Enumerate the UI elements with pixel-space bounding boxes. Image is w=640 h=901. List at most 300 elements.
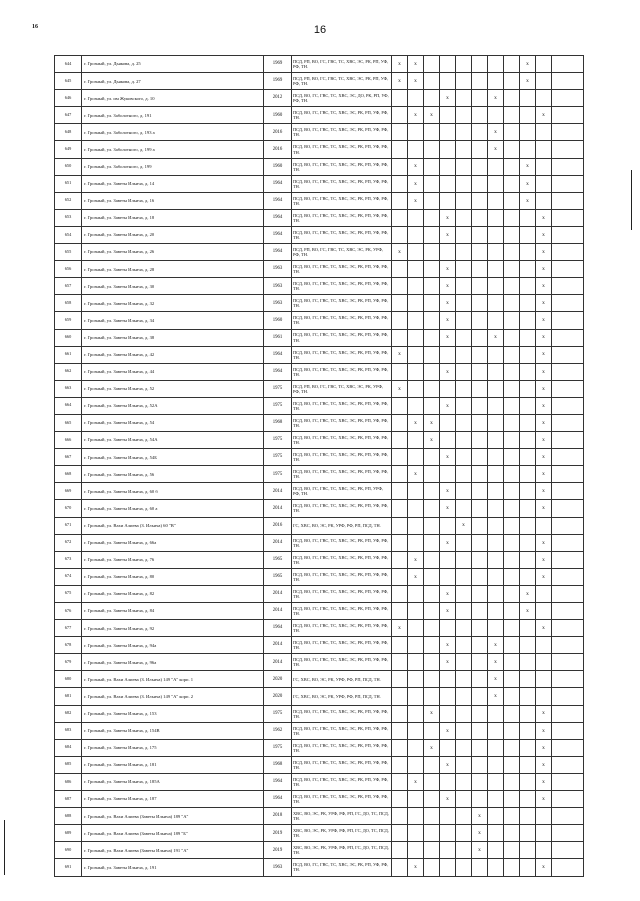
empty-cell [504,175,520,192]
empty-cell [504,808,520,825]
mark-cell: x [408,859,424,876]
row-number-cell: 657 [55,278,82,295]
empty-cell [392,278,408,295]
empty-cell [536,654,552,671]
mark-cell: x [520,175,536,192]
year-cell: 2014 [264,585,292,602]
empty-cell [552,466,584,483]
row-number-cell: 671 [55,517,82,534]
empty-cell [392,329,408,346]
empty-cell [424,192,440,209]
empty-cell [504,773,520,790]
empty-cell [440,141,456,158]
empty-cell [488,739,504,756]
year-cell: 1964 [264,244,292,261]
empty-cell [488,175,504,192]
empty-cell [424,209,440,226]
empty-cell [424,73,440,90]
empty-cell [504,585,520,602]
empty-cell [424,773,440,790]
empty-cell [520,107,536,124]
empty-cell [552,688,584,705]
empty-cell [472,73,488,90]
services-cell: ПСД, ВО, ГС, ГВС, ТС, ХВС, ЭС, РК, РП, УФ, РФ, ТН. [292,449,392,466]
empty-cell [440,859,456,876]
mark-cell: x [392,380,408,397]
table-row [55,192,584,209]
address-cell: г. Грозный, ул. Дьякова, д. 25 [82,56,264,73]
empty-cell [472,688,488,705]
empty-cell [472,90,488,107]
row-number-cell: 655 [55,244,82,261]
empty-cell [504,449,520,466]
address-cell: г. Грозный, ул. Заветы Ильича, д. 42 [82,346,264,363]
empty-cell [392,654,408,671]
year-cell: 1963 [264,859,292,876]
mark-cell: x [440,637,456,654]
empty-cell [456,705,472,722]
mark-cell: x [536,363,552,380]
mark-cell: x [488,329,504,346]
mark-cell: x [536,226,552,243]
year-cell: 1975 [264,739,292,756]
row-number-cell: 681 [55,688,82,705]
row-number-cell: 674 [55,568,82,585]
empty-cell [488,346,504,363]
services-cell: ПСД, ВО, ГС, ГВС, ТС, ХВС, ЭС, РК, РП, УФ, РФ, ТН. [292,141,392,158]
services-cell: ПСД, ВО, ГС, ГВС, ТС, ХВС, ЭС, РК, РП, УФ, РФ, ТН. [292,175,392,192]
empty-cell [504,671,520,688]
empty-cell [424,842,440,859]
empty-cell [520,312,536,329]
empty-cell [504,825,520,842]
empty-cell [408,756,424,773]
mark-cell: x [440,722,456,739]
mark-cell: x [472,825,488,842]
empty-cell [456,295,472,312]
year-cell: 2016 [264,141,292,158]
empty-cell [392,791,408,808]
year-cell: 2020 [264,688,292,705]
empty-cell [504,859,520,876]
mark-cell: x [440,791,456,808]
empty-cell [424,363,440,380]
mark-cell: x [392,244,408,261]
empty-cell [456,773,472,790]
empty-cell [424,808,440,825]
empty-cell [424,568,440,585]
services-cell: ПСД, ВО, ГС, ГВС, ТС, ХВС, ЭС, РК, РП, УФ, РФ, ТН. [292,192,392,209]
empty-cell [408,791,424,808]
services-cell: ПСД, ВО, ГС, ГВС, ТС, ХВС, ЭС, РК, РП, УФ, РФ, ТН. [292,773,392,790]
scan-edge-mark-right [631,170,632,230]
empty-cell [536,56,552,73]
empty-cell [392,825,408,842]
address-cell: г. Грозный, ул. Заветы Ильича, д. 38 [82,329,264,346]
empty-cell [504,192,520,209]
mark-cell: x [536,261,552,278]
empty-cell [472,414,488,431]
empty-cell [424,654,440,671]
table-row [55,620,584,637]
address-cell: г. Грозный, ул. Заветы Ильича, д. 92 [82,620,264,637]
year-cell: 1969 [264,56,292,73]
empty-cell [520,551,536,568]
empty-cell [440,517,456,534]
empty-cell [520,483,536,500]
address-cell: г. Грозный, ул. Заветы Ильича, д. 30 [82,278,264,295]
mark-cell: x [440,756,456,773]
mark-cell: x [536,739,552,756]
empty-cell [504,397,520,414]
empty-cell [456,107,472,124]
mark-cell: x [536,209,552,226]
empty-cell [392,517,408,534]
row-number-cell: 658 [55,295,82,312]
address-cell: г. Грозный, ул. Вахи Алиева (Заветы Ильича) 189 "А" [82,808,264,825]
mark-cell: x [536,620,552,637]
empty-cell [408,500,424,517]
empty-cell [552,278,584,295]
empty-cell [552,90,584,107]
address-cell: г. Грозный, ул. Заболотного, д. 199 [82,158,264,175]
empty-cell [456,671,472,688]
empty-cell [456,380,472,397]
empty-cell [552,346,584,363]
row-number-cell: 691 [55,859,82,876]
services-cell: ПСД, ВО, ГС, ГВС, ТС, ХВС, ЭС, РК, РП, УФ, РФ, ТН. [292,329,392,346]
year-cell: 2016 [264,124,292,141]
mark-cell: x [488,637,504,654]
table-row [55,637,584,654]
table-row [55,500,584,517]
empty-cell [424,124,440,141]
mark-cell: x [408,192,424,209]
services-cell: ПСД, ВО, ГС, ГВС, ТС, ХВС, ЭС, РК, РП, УРФ, РФ, ТН. [292,483,392,500]
table-row [55,756,584,773]
services-cell: ПСД, ВО, ГС, ГВС, ТС, ХВС, ЭС, РК, РП, УФ, РФ, ТН. [292,756,392,773]
services-cell: ПСД, ВО, ГС, ГВС, ТС, ХВС, ЭС, РК, РП, УФ, РФ, ТН. [292,568,392,585]
mark-cell: x [536,859,552,876]
empty-cell [488,808,504,825]
empty-cell [504,534,520,551]
empty-cell [472,209,488,226]
empty-cell [440,244,456,261]
mark-cell: x [408,56,424,73]
empty-cell [520,466,536,483]
address-cell: г. Грозный, ул. Дьякова, д. 27 [82,73,264,90]
empty-cell [424,825,440,842]
empty-cell [424,380,440,397]
empty-cell [552,739,584,756]
year-cell: 1964 [264,209,292,226]
mark-cell: x [408,107,424,124]
empty-cell [456,842,472,859]
empty-cell [392,756,408,773]
address-cell: г. Грозный, ул. им Жуковского, д. 10 [82,90,264,107]
table-row [55,261,584,278]
year-cell: 2019 [264,825,292,842]
empty-cell [504,209,520,226]
empty-cell [456,500,472,517]
empty-cell [536,585,552,602]
row-number-cell: 647 [55,107,82,124]
empty-cell [520,141,536,158]
empty-cell [536,90,552,107]
empty-cell [472,226,488,243]
services-cell: ПСД, ВО, ГС, ГВС, ТС, ХВС, ЭС, ДО, РК, РП, УФ, РФ, ТН. [292,90,392,107]
empty-cell [408,722,424,739]
empty-cell [408,363,424,380]
year-cell: 2014 [264,483,292,500]
mark-cell: x [440,312,456,329]
empty-cell [424,859,440,876]
empty-cell [424,603,440,620]
table-row [55,551,584,568]
row-number-cell: 648 [55,124,82,141]
empty-cell [440,568,456,585]
table-row [55,432,584,449]
empty-cell [520,517,536,534]
empty-cell [424,551,440,568]
year-cell: 1964 [264,192,292,209]
empty-cell [504,56,520,73]
address-cell: г. Грозный, ул. Вахи Алиева (Заветы Ильича) 191 "А" [82,842,264,859]
table-row [55,90,584,107]
table-row [55,380,584,397]
empty-cell [520,432,536,449]
empty-cell [520,842,536,859]
empty-cell [504,226,520,243]
table-row [55,107,584,124]
year-cell: 1963 [264,261,292,278]
empty-cell [536,517,552,534]
empty-cell [456,312,472,329]
empty-cell [472,654,488,671]
year-cell: 1960 [264,158,292,175]
empty-cell [552,312,584,329]
empty-cell [504,414,520,431]
mark-cell: x [536,346,552,363]
empty-cell [472,637,488,654]
empty-cell [392,773,408,790]
empty-cell [424,312,440,329]
empty-cell [408,517,424,534]
empty-cell [456,209,472,226]
empty-cell [392,107,408,124]
mark-cell: x [424,739,440,756]
row-number-cell: 646 [55,90,82,107]
empty-cell [424,466,440,483]
empty-cell [488,107,504,124]
services-cell: ПСД, ВО, ГС, ГВС, ТС, ХВС, ЭС, РК, РП, УФ, РФ, ТН. [292,209,392,226]
empty-cell [472,124,488,141]
table-row [55,466,584,483]
row-number-cell: 659 [55,312,82,329]
mark-cell: x [520,158,536,175]
address-cell: г. Грозный, ул. Заветы Ильича, д. 16 [82,192,264,209]
empty-cell [472,329,488,346]
services-cell: ПСД, ВО, ГС, ГВС, ТС, ХВС, ЭС, РК, РП, УФ, РФ, ТН. [292,432,392,449]
row-number-cell: 680 [55,671,82,688]
empty-cell [456,261,472,278]
empty-cell [456,825,472,842]
empty-cell [424,56,440,73]
empty-cell [488,825,504,842]
mark-cell: x [488,141,504,158]
table-row [55,244,584,261]
empty-cell [456,603,472,620]
table-row [55,654,584,671]
mark-cell: x [440,397,456,414]
services-cell: ПСД, ВО, ГС, ГВС, ТС, ХВС, ЭС, РК, РП, УФ, РФ, ТН. [292,551,392,568]
address-cell: г. Грозный, ул. Заветы Ильича, д. 154В [82,722,264,739]
mark-cell: x [520,73,536,90]
mark-cell: x [536,449,552,466]
empty-cell [408,808,424,825]
empty-cell [504,158,520,175]
empty-cell [456,859,472,876]
services-cell: ПСД, ВО, ГС, ГВС, ТС, ХВС, ЭС, РК, РП, УФ, РФ, ТН. [292,107,392,124]
year-cell: 1963 [264,278,292,295]
table-row [55,363,584,380]
empty-cell [472,261,488,278]
empty-cell [520,363,536,380]
empty-cell [472,192,488,209]
empty-cell [392,551,408,568]
year-cell: 1975 [264,705,292,722]
empty-cell [424,175,440,192]
row-number-cell: 670 [55,500,82,517]
empty-cell [488,432,504,449]
mark-cell: x [488,90,504,107]
empty-cell [424,397,440,414]
table-row [55,859,584,876]
empty-cell [552,620,584,637]
address-cell: г. Грозный, ул. Заболотного, д. 191 [82,107,264,124]
services-cell: ПСД, РП, ВО, ГС, ГВС, ТС, ХВС, ЭС, РК, РП, УФ, РФ, ТН. [292,56,392,73]
empty-cell [392,90,408,107]
empty-cell [488,773,504,790]
year-cell: 1975 [264,380,292,397]
empty-cell [408,449,424,466]
empty-cell [408,654,424,671]
services-cell: ПСД, РП, ВО, ГС, ГВС, ТС, ХВС, ЭС, РК, РП, УФ, РФ, ТН. [292,73,392,90]
empty-cell [456,739,472,756]
empty-cell [472,620,488,637]
empty-cell [520,739,536,756]
empty-cell [504,603,520,620]
empty-cell [392,141,408,158]
empty-cell [552,244,584,261]
empty-cell [488,380,504,397]
year-cell: 1975 [264,449,292,466]
empty-cell [552,261,584,278]
empty-cell [552,295,584,312]
empty-cell [488,500,504,517]
empty-cell [392,449,408,466]
row-number-cell: 649 [55,141,82,158]
empty-cell [552,551,584,568]
mark-cell: x [408,568,424,585]
empty-cell [424,756,440,773]
empty-cell [504,791,520,808]
table-row [55,175,584,192]
empty-cell [456,141,472,158]
row-number-cell: 666 [55,432,82,449]
empty-cell [472,603,488,620]
empty-cell [536,637,552,654]
empty-cell [408,534,424,551]
empty-cell [520,756,536,773]
empty-cell [488,859,504,876]
empty-cell [456,791,472,808]
empty-cell [552,842,584,859]
year-cell: 1960 [264,312,292,329]
empty-cell [472,773,488,790]
empty-cell [456,654,472,671]
empty-cell [424,261,440,278]
table-row [55,534,584,551]
empty-cell [504,380,520,397]
empty-cell [472,534,488,551]
empty-cell [472,859,488,876]
table-row [55,329,584,346]
empty-cell [456,175,472,192]
empty-cell [552,722,584,739]
empty-cell [424,688,440,705]
mark-cell: x [536,295,552,312]
empty-cell [456,124,472,141]
mark-cell: x [424,107,440,124]
empty-cell [520,825,536,842]
empty-cell [456,620,472,637]
year-cell: 1969 [264,73,292,90]
empty-cell [536,808,552,825]
table-row [55,141,584,158]
empty-cell [472,500,488,517]
address-cell: г. Грозный, ул. Заветы Ильича, д. 153 [82,705,264,722]
year-cell: 1975 [264,432,292,449]
empty-cell [424,295,440,312]
address-cell: г. Грозный, ул. Вахи Алиева (Заветы Ильича) 189 "Б" [82,825,264,842]
empty-cell [424,244,440,261]
table-row [55,603,584,620]
table-row [55,568,584,585]
empty-cell [472,141,488,158]
services-cell: ПСД, ВО, ГС, ГВС, ТС, ХВС, ЭС, РК, РП, УФ, РФ, ТН. [292,295,392,312]
mark-cell: x [536,432,552,449]
empty-cell [504,244,520,261]
empty-cell [456,244,472,261]
empty-cell [408,842,424,859]
empty-cell [536,73,552,90]
empty-cell [440,346,456,363]
empty-cell [472,175,488,192]
empty-cell [488,483,504,500]
empty-cell [408,380,424,397]
mark-cell: x [392,73,408,90]
empty-cell [488,620,504,637]
mark-cell: x [440,483,456,500]
empty-cell [552,808,584,825]
empty-cell [552,568,584,585]
services-cell: ПСД, ВО, ГС, ГВС, ТС, ХВС, ЭС, РК, РП, УФ, РФ, ТН. [292,603,392,620]
empty-cell [456,808,472,825]
year-cell: 2014 [264,603,292,620]
empty-cell [456,432,472,449]
empty-cell [456,226,472,243]
